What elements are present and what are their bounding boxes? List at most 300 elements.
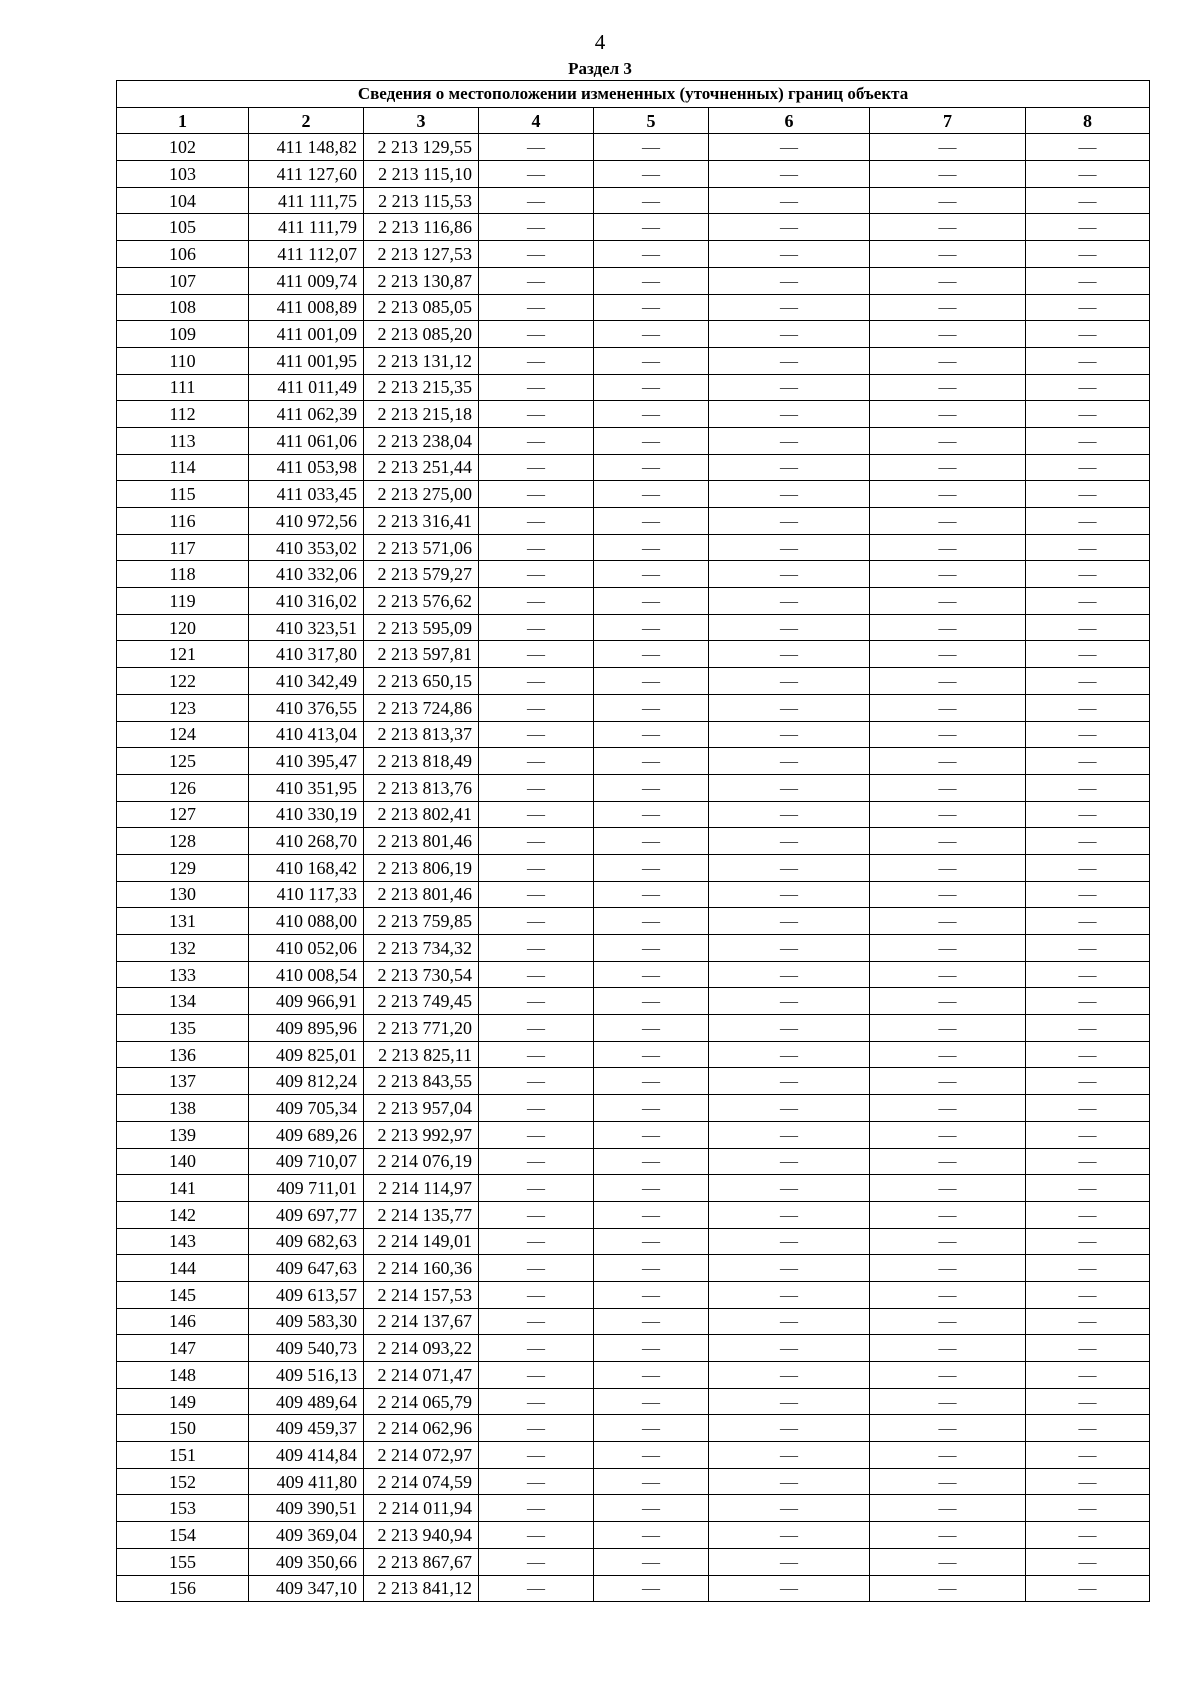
- empty-value-cell: —: [1026, 1175, 1150, 1202]
- x-coordinate-cell: 409 369,04: [249, 1522, 364, 1549]
- empty-value-cell: —: [1026, 454, 1150, 481]
- empty-value-cell: —: [479, 454, 594, 481]
- empty-value-cell: —: [479, 1201, 594, 1228]
- empty-value-cell: —: [1026, 1388, 1150, 1415]
- empty-value-cell: —: [594, 774, 709, 801]
- point-number-cell: 153: [117, 1495, 249, 1522]
- empty-value-cell: —: [709, 1335, 870, 1362]
- y-coordinate-cell: 2 214 137,67: [364, 1308, 479, 1335]
- empty-value-cell: —: [594, 534, 709, 561]
- empty-value-cell: —: [479, 1522, 594, 1549]
- empty-value-cell: —: [870, 748, 1026, 775]
- empty-value-cell: —: [1026, 508, 1150, 535]
- x-coordinate-cell: 411 033,45: [249, 481, 364, 508]
- empty-value-cell: —: [870, 1228, 1026, 1255]
- column-header: 5: [594, 107, 709, 134]
- empty-value-cell: —: [594, 1442, 709, 1469]
- y-coordinate-cell: 2 214 160,36: [364, 1255, 479, 1282]
- empty-value-cell: —: [594, 1548, 709, 1575]
- y-coordinate-cell: 2 213 940,94: [364, 1522, 479, 1549]
- empty-value-cell: —: [479, 241, 594, 268]
- empty-value-cell: —: [594, 401, 709, 428]
- empty-value-cell: —: [1026, 1148, 1150, 1175]
- point-number-cell: 112: [117, 401, 249, 428]
- empty-value-cell: —: [479, 374, 594, 401]
- boundary-coordinates-table: [116, 80, 1150, 1602]
- empty-value-cell: —: [479, 508, 594, 535]
- empty-value-cell: —: [709, 961, 870, 988]
- empty-value-cell: —: [479, 1121, 594, 1148]
- empty-value-cell: —: [870, 294, 1026, 321]
- empty-value-cell: —: [1026, 214, 1150, 241]
- empty-value-cell: —: [870, 1041, 1026, 1068]
- empty-value-cell: —: [479, 187, 594, 214]
- table-row: [117, 935, 1150, 962]
- x-coordinate-cell: 409 583,30: [249, 1308, 364, 1335]
- point-number-cell: 136: [117, 1041, 249, 1068]
- column-header: 7: [870, 107, 1026, 134]
- empty-value-cell: —: [479, 1575, 594, 1602]
- empty-value-cell: —: [1026, 774, 1150, 801]
- empty-value-cell: —: [870, 828, 1026, 855]
- empty-value-cell: —: [479, 321, 594, 348]
- empty-value-cell: —: [870, 908, 1026, 935]
- y-coordinate-cell: 2 213 843,55: [364, 1068, 479, 1095]
- empty-value-cell: —: [1026, 1335, 1150, 1362]
- empty-value-cell: —: [1026, 988, 1150, 1015]
- table-row: [117, 1148, 1150, 1175]
- empty-value-cell: —: [479, 534, 594, 561]
- empty-value-cell: —: [870, 1201, 1026, 1228]
- empty-value-cell: —: [594, 481, 709, 508]
- empty-value-cell: —: [709, 1281, 870, 1308]
- table-row: [117, 1175, 1150, 1202]
- point-number-cell: 103: [117, 161, 249, 188]
- table-row: [117, 1442, 1150, 1469]
- page-number: 4: [594, 30, 606, 54]
- empty-value-cell: —: [1026, 961, 1150, 988]
- x-coordinate-cell: 409 390,51: [249, 1495, 364, 1522]
- table-row: [117, 241, 1150, 268]
- empty-value-cell: —: [1026, 854, 1150, 881]
- empty-value-cell: —: [1026, 1522, 1150, 1549]
- empty-value-cell: —: [1026, 1415, 1150, 1442]
- empty-value-cell: —: [870, 534, 1026, 561]
- empty-value-cell: —: [479, 561, 594, 588]
- y-coordinate-cell: 2 213 215,18: [364, 401, 479, 428]
- empty-value-cell: —: [594, 588, 709, 615]
- empty-value-cell: —: [1026, 614, 1150, 641]
- point-number-cell: 116: [117, 508, 249, 535]
- point-number-cell: 115: [117, 481, 249, 508]
- x-coordinate-cell: 409 710,07: [249, 1148, 364, 1175]
- table-row: [117, 1468, 1150, 1495]
- x-coordinate-cell: 409 350,66: [249, 1548, 364, 1575]
- empty-value-cell: —: [870, 1442, 1026, 1469]
- x-coordinate-cell: 409 411,80: [249, 1468, 364, 1495]
- y-coordinate-cell: 2 213 650,15: [364, 668, 479, 695]
- empty-value-cell: —: [479, 1148, 594, 1175]
- empty-value-cell: —: [479, 1068, 594, 1095]
- x-coordinate-cell: 409 540,73: [249, 1335, 364, 1362]
- empty-value-cell: —: [594, 1308, 709, 1335]
- empty-value-cell: —: [1026, 1362, 1150, 1389]
- point-number-cell: 142: [117, 1201, 249, 1228]
- x-coordinate-cell: 409 647,63: [249, 1255, 364, 1282]
- y-coordinate-cell: 2 213 316,41: [364, 508, 479, 535]
- x-coordinate-cell: 411 127,60: [249, 161, 364, 188]
- empty-value-cell: —: [709, 321, 870, 348]
- x-coordinate-cell: 410 395,47: [249, 748, 364, 775]
- point-number-cell: 127: [117, 801, 249, 828]
- point-number-cell: 132: [117, 935, 249, 962]
- point-number-cell: 139: [117, 1121, 249, 1148]
- table-row: [117, 748, 1150, 775]
- table-row: [117, 1308, 1150, 1335]
- y-coordinate-cell: 2 214 093,22: [364, 1335, 479, 1362]
- empty-value-cell: —: [870, 961, 1026, 988]
- empty-value-cell: —: [479, 721, 594, 748]
- empty-value-cell: —: [870, 321, 1026, 348]
- y-coordinate-cell: 2 213 818,49: [364, 748, 479, 775]
- empty-value-cell: —: [479, 854, 594, 881]
- empty-value-cell: —: [709, 881, 870, 908]
- empty-value-cell: —: [594, 187, 709, 214]
- empty-value-cell: —: [594, 161, 709, 188]
- y-coordinate-cell: 2 213 579,27: [364, 561, 479, 588]
- empty-value-cell: —: [709, 214, 870, 241]
- empty-value-cell: —: [709, 721, 870, 748]
- x-coordinate-cell: 409 689,26: [249, 1121, 364, 1148]
- empty-value-cell: —: [479, 481, 594, 508]
- point-number-cell: 147: [117, 1335, 249, 1362]
- point-number-cell: 145: [117, 1281, 249, 1308]
- point-number-cell: 119: [117, 588, 249, 615]
- table-row: [117, 294, 1150, 321]
- empty-value-cell: —: [479, 748, 594, 775]
- empty-value-cell: —: [594, 1068, 709, 1095]
- table-caption-row: [117, 81, 1150, 108]
- empty-value-cell: —: [479, 614, 594, 641]
- point-number-cell: 121: [117, 641, 249, 668]
- empty-value-cell: —: [479, 1255, 594, 1282]
- table-row: [117, 1335, 1150, 1362]
- empty-value-cell: —: [479, 801, 594, 828]
- empty-value-cell: —: [1026, 427, 1150, 454]
- empty-value-cell: —: [870, 1281, 1026, 1308]
- empty-value-cell: —: [594, 988, 709, 1015]
- empty-value-cell: —: [870, 347, 1026, 374]
- table-row: [117, 1201, 1150, 1228]
- table-row: [117, 481, 1150, 508]
- column-header: 6: [709, 107, 870, 134]
- x-coordinate-cell: 411 148,82: [249, 134, 364, 161]
- x-coordinate-cell: 410 117,33: [249, 881, 364, 908]
- empty-value-cell: —: [709, 401, 870, 428]
- empty-value-cell: —: [479, 1228, 594, 1255]
- empty-value-cell: —: [709, 588, 870, 615]
- empty-value-cell: —: [479, 1548, 594, 1575]
- x-coordinate-cell: 411 001,95: [249, 347, 364, 374]
- empty-value-cell: —: [479, 1415, 594, 1442]
- empty-value-cell: —: [709, 1575, 870, 1602]
- empty-value-cell: —: [479, 1015, 594, 1042]
- y-coordinate-cell: 2 213 802,41: [364, 801, 479, 828]
- empty-value-cell: —: [1026, 1281, 1150, 1308]
- empty-value-cell: —: [1026, 1095, 1150, 1122]
- x-coordinate-cell: 411 061,06: [249, 427, 364, 454]
- empty-value-cell: —: [594, 881, 709, 908]
- table-row: [117, 214, 1150, 241]
- point-number-cell: 118: [117, 561, 249, 588]
- point-number-cell: 130: [117, 881, 249, 908]
- empty-value-cell: —: [1026, 748, 1150, 775]
- empty-value-cell: —: [870, 454, 1026, 481]
- point-number-cell: 110: [117, 347, 249, 374]
- y-coordinate-cell: 2 213 571,06: [364, 534, 479, 561]
- x-coordinate-cell: 409 516,13: [249, 1362, 364, 1389]
- point-number-cell: 146: [117, 1308, 249, 1335]
- empty-value-cell: —: [870, 1415, 1026, 1442]
- empty-value-cell: —: [594, 1415, 709, 1442]
- empty-value-cell: —: [1026, 1015, 1150, 1042]
- point-number-cell: 134: [117, 988, 249, 1015]
- empty-value-cell: —: [594, 1015, 709, 1042]
- empty-value-cell: —: [709, 1095, 870, 1122]
- table-row: [117, 961, 1150, 988]
- x-coordinate-cell: 409 966,91: [249, 988, 364, 1015]
- empty-value-cell: —: [1026, 294, 1150, 321]
- empty-value-cell: —: [870, 641, 1026, 668]
- empty-value-cell: —: [479, 294, 594, 321]
- y-coordinate-cell: 2 213 595,09: [364, 614, 479, 641]
- point-number-cell: 154: [117, 1522, 249, 1549]
- y-coordinate-cell: 2 213 867,67: [364, 1548, 479, 1575]
- empty-value-cell: —: [594, 1041, 709, 1068]
- empty-value-cell: —: [870, 1388, 1026, 1415]
- empty-value-cell: —: [870, 401, 1026, 428]
- table-row: [117, 1041, 1150, 1068]
- x-coordinate-cell: 411 053,98: [249, 454, 364, 481]
- point-number-cell: 129: [117, 854, 249, 881]
- y-coordinate-cell: 2 213 771,20: [364, 1015, 479, 1042]
- empty-value-cell: —: [709, 1522, 870, 1549]
- table-row: [117, 1388, 1150, 1415]
- x-coordinate-cell: 411 111,75: [249, 187, 364, 214]
- y-coordinate-cell: 2 213 759,85: [364, 908, 479, 935]
- x-coordinate-cell: 410 972,56: [249, 508, 364, 535]
- y-coordinate-cell: 2 214 071,47: [364, 1362, 479, 1389]
- point-number-cell: 150: [117, 1415, 249, 1442]
- empty-value-cell: —: [709, 828, 870, 855]
- y-coordinate-cell: 2 213 957,04: [364, 1095, 479, 1122]
- empty-value-cell: —: [709, 641, 870, 668]
- empty-value-cell: —: [709, 1175, 870, 1202]
- empty-value-cell: —: [870, 774, 1026, 801]
- empty-value-cell: —: [594, 1495, 709, 1522]
- point-number-cell: 117: [117, 534, 249, 561]
- table-row: [117, 1495, 1150, 1522]
- x-coordinate-cell: 410 088,00: [249, 908, 364, 935]
- empty-value-cell: —: [594, 374, 709, 401]
- x-coordinate-cell: 409 682,63: [249, 1228, 364, 1255]
- empty-value-cell: —: [594, 241, 709, 268]
- point-number-cell: 126: [117, 774, 249, 801]
- empty-value-cell: —: [1026, 1121, 1150, 1148]
- x-coordinate-cell: 409 697,77: [249, 1201, 364, 1228]
- empty-value-cell: —: [594, 454, 709, 481]
- x-coordinate-cell: 410 342,49: [249, 668, 364, 695]
- x-coordinate-cell: 411 111,79: [249, 214, 364, 241]
- table-row: [117, 828, 1150, 855]
- empty-value-cell: —: [1026, 1495, 1150, 1522]
- point-number-cell: 111: [117, 374, 249, 401]
- empty-value-cell: —: [709, 988, 870, 1015]
- empty-value-cell: —: [870, 1548, 1026, 1575]
- empty-value-cell: —: [709, 1121, 870, 1148]
- empty-value-cell: —: [594, 614, 709, 641]
- empty-value-cell: —: [870, 694, 1026, 721]
- point-number-cell: 122: [117, 668, 249, 695]
- y-coordinate-cell: 2 213 576,62: [364, 588, 479, 615]
- empty-value-cell: —: [1026, 694, 1150, 721]
- empty-value-cell: —: [870, 1255, 1026, 1282]
- empty-value-cell: —: [479, 1442, 594, 1469]
- x-coordinate-cell: 409 812,24: [249, 1068, 364, 1095]
- empty-value-cell: —: [479, 1362, 594, 1389]
- empty-value-cell: —: [709, 1228, 870, 1255]
- empty-value-cell: —: [1026, 1201, 1150, 1228]
- point-number-cell: 143: [117, 1228, 249, 1255]
- empty-value-cell: —: [1026, 161, 1150, 188]
- y-coordinate-cell: 2 213 749,45: [364, 988, 479, 1015]
- empty-value-cell: —: [709, 267, 870, 294]
- table-row: [117, 1522, 1150, 1549]
- empty-value-cell: —: [594, 1121, 709, 1148]
- empty-value-cell: —: [594, 134, 709, 161]
- empty-value-cell: —: [709, 561, 870, 588]
- empty-value-cell: —: [594, 1388, 709, 1415]
- point-number-cell: 106: [117, 241, 249, 268]
- empty-value-cell: —: [1026, 1068, 1150, 1095]
- empty-value-cell: —: [870, 588, 1026, 615]
- x-coordinate-cell: 410 330,19: [249, 801, 364, 828]
- empty-value-cell: —: [709, 774, 870, 801]
- point-number-cell: 128: [117, 828, 249, 855]
- point-number-cell: 114: [117, 454, 249, 481]
- table-row: [117, 588, 1150, 615]
- empty-value-cell: —: [594, 1148, 709, 1175]
- empty-value-cell: —: [709, 187, 870, 214]
- empty-value-cell: —: [870, 1362, 1026, 1389]
- empty-value-cell: —: [594, 347, 709, 374]
- empty-value-cell: —: [709, 534, 870, 561]
- empty-value-cell: —: [1026, 321, 1150, 348]
- table-row: [117, 1255, 1150, 1282]
- x-coordinate-cell: 410 052,06: [249, 935, 364, 962]
- empty-value-cell: —: [709, 1148, 870, 1175]
- empty-value-cell: —: [479, 1175, 594, 1202]
- empty-value-cell: —: [594, 1575, 709, 1602]
- empty-value-cell: —: [870, 187, 1026, 214]
- y-coordinate-cell: 2 213 085,20: [364, 321, 479, 348]
- point-number-cell: 109: [117, 321, 249, 348]
- empty-value-cell: —: [709, 134, 870, 161]
- table-row: [117, 561, 1150, 588]
- empty-value-cell: —: [709, 801, 870, 828]
- empty-value-cell: —: [479, 588, 594, 615]
- empty-value-cell: —: [709, 1308, 870, 1335]
- table-caption: Сведения о местоположении измененных (уточненных) границ объекта: [117, 81, 1150, 108]
- empty-value-cell: —: [709, 481, 870, 508]
- x-coordinate-cell: 410 353,02: [249, 534, 364, 561]
- empty-value-cell: —: [1026, 187, 1150, 214]
- empty-value-cell: —: [594, 294, 709, 321]
- y-coordinate-cell: 2 213 275,00: [364, 481, 479, 508]
- x-coordinate-cell: 411 112,07: [249, 241, 364, 268]
- empty-value-cell: —: [1026, 828, 1150, 855]
- empty-value-cell: —: [709, 935, 870, 962]
- empty-value-cell: —: [870, 668, 1026, 695]
- column-header-row: [117, 107, 1150, 134]
- column-header: 8: [1026, 107, 1150, 134]
- empty-value-cell: —: [709, 1388, 870, 1415]
- y-coordinate-cell: 2 213 129,55: [364, 134, 479, 161]
- empty-value-cell: —: [479, 668, 594, 695]
- empty-value-cell: —: [479, 1281, 594, 1308]
- empty-value-cell: —: [709, 908, 870, 935]
- x-coordinate-cell: 410 323,51: [249, 614, 364, 641]
- empty-value-cell: —: [709, 748, 870, 775]
- y-coordinate-cell: 2 213 251,44: [364, 454, 479, 481]
- x-coordinate-cell: 411 011,49: [249, 374, 364, 401]
- empty-value-cell: —: [479, 828, 594, 855]
- empty-value-cell: —: [709, 1201, 870, 1228]
- empty-value-cell: —: [1026, 881, 1150, 908]
- empty-value-cell: —: [870, 1121, 1026, 1148]
- empty-value-cell: —: [870, 801, 1026, 828]
- empty-value-cell: —: [870, 481, 1026, 508]
- empty-value-cell: —: [594, 1362, 709, 1389]
- empty-value-cell: —: [1026, 801, 1150, 828]
- empty-value-cell: —: [1026, 1041, 1150, 1068]
- x-coordinate-cell: 411 008,89: [249, 294, 364, 321]
- empty-value-cell: —: [1026, 1442, 1150, 1469]
- empty-value-cell: —: [479, 1495, 594, 1522]
- empty-value-cell: —: [594, 267, 709, 294]
- table-row: [117, 614, 1150, 641]
- column-header: 1: [117, 107, 249, 134]
- y-coordinate-cell: 2 213 734,32: [364, 935, 479, 962]
- column-header: 3: [364, 107, 479, 134]
- empty-value-cell: —: [709, 454, 870, 481]
- x-coordinate-cell: 410 351,95: [249, 774, 364, 801]
- point-number-cell: 137: [117, 1068, 249, 1095]
- empty-value-cell: —: [479, 134, 594, 161]
- empty-value-cell: —: [870, 1148, 1026, 1175]
- empty-value-cell: —: [709, 1468, 870, 1495]
- empty-value-cell: —: [709, 1495, 870, 1522]
- y-coordinate-cell: 2 214 149,01: [364, 1228, 479, 1255]
- point-number-cell: 131: [117, 908, 249, 935]
- empty-value-cell: —: [1026, 481, 1150, 508]
- table-row: [117, 1548, 1150, 1575]
- x-coordinate-cell: 409 459,37: [249, 1415, 364, 1442]
- empty-value-cell: —: [594, 694, 709, 721]
- table-row: [117, 401, 1150, 428]
- empty-value-cell: —: [870, 1495, 1026, 1522]
- point-number-cell: 140: [117, 1148, 249, 1175]
